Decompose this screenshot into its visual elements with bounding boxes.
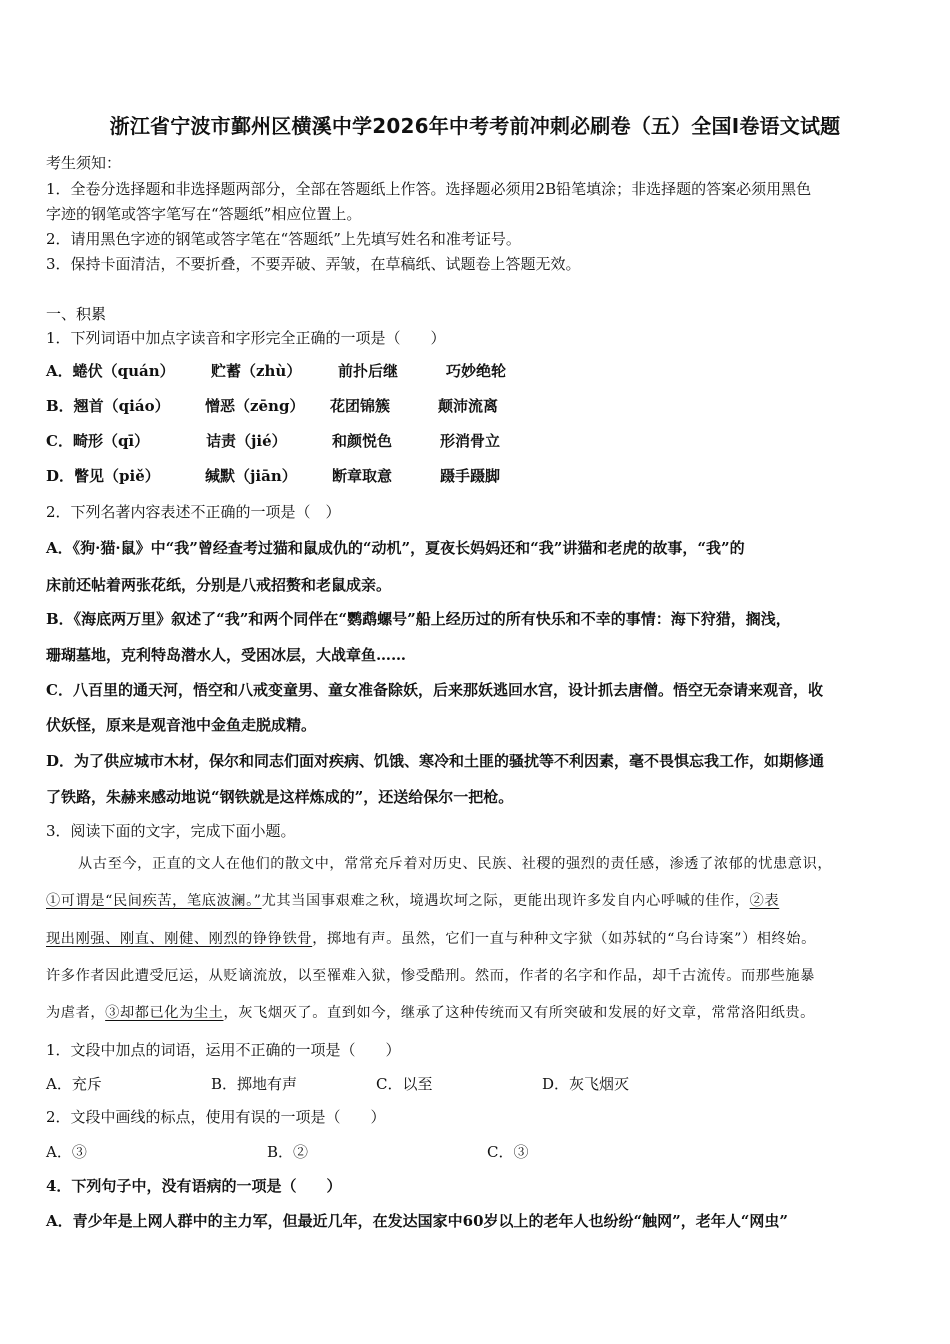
q1-a-word1: A．蜷伏（quán） [46,362,175,380]
s1-option-b: B．掷地有声 [211,1075,298,1093]
notice-line-1a: 1．全卷分选择题和非选择题两部分，全部在答题纸上作答。选择题必须用2B铅笔填涂；非选择题的答案必须用黑色 [46,180,812,198]
section-heading: 一、积累 [46,305,107,323]
q1-c-word1: C．畸形（qī） [46,432,150,450]
q1-c-word4: 形消骨立 [440,432,501,450]
q2-option-d-line2: 了铁路，朱赫来感动地说“钢铁就是这样炼成的”，还送给保尔一把枪。 [46,788,514,806]
underlined-phrase-3: ③却都已化为尘土 [105,1005,224,1021]
passage-line-1: 从古至今，正直的文人在他们的散文中，常常充斥着对历史、民族、社稷的强烈的责任感，渗透了浓郁的忧患意识， [78,856,833,872]
q1-b-word4: 颠沛流离 [438,397,499,415]
question-4-stem: 4．下列句子中，没有语病的一项是（ ） [46,1177,342,1195]
q1-a-word2: 贮蓄（zhù） [211,362,302,380]
notice-line-2: 2．请用黑色字迹的钢笔或答字笔在“答题纸”上先填写姓名和准考证号。 [46,230,521,248]
notice-line-3: 3．保持卡面清洁，不要折叠，不要弄破、弄皱，在草稿纸、试题卷上答题无效。 [46,255,581,273]
question-3-stem: 3．阅读下面的文字，完成下面小题。 [46,822,296,840]
s2-option-b: B．② [267,1143,309,1161]
q1-d-word4: 蹑手蹑脚 [440,467,501,485]
q1-d-word1: D．瞥见（piě） [46,467,160,485]
subquestion-2: 2．文段中画线的标点，使用有误的一项是（ ） [46,1108,386,1126]
q4-option-a-line1: A．青少年是上网人群中的主力军，但最近几年，在发达国家中60岁以上的老年人也纷纷“触网”，老年人“网虫” [46,1212,789,1230]
underlined-phrase-2-cont: 现出刚强、刚直、刚健、刚烈的铮铮铁骨 [46,931,313,947]
q2-option-b-line1: B．《海底两万里》叙述了“我”和两个同伴在“鹦鹉螺号”船上经历过的所有快乐和不幸的事情：海下狩猎，搁浅， [46,610,791,628]
q1-d-word2: 缄默（jiān） [205,467,297,485]
question-1-stem: 1．下列词语中加点字读音和字形完全正确的一项是（ ） [46,329,446,347]
q1-a-word4: 巧妙绝轮 [446,362,507,380]
passage-text: 尤其当国事艰难之秋，境遇坎坷之际，更能出现许多发自内心呼喊的佳作， [261,893,750,909]
q2-option-c-line1: C．八百里的通天河，悟空和八戒变童男、童女准备除妖，后来那妖逃回水宫，设计抓去唐僧。悟空无奈请来观音，收 [46,681,823,699]
q2-option-c-line2: 伏妖怪，原来是观音池中金鱼走脱成精。 [46,716,317,734]
q2-option-d-line1: D．为了供应城市木材，保尔和同志们面对疾病、饥饿、寒冷和土匪的骚扰等不利因素，毫不畏惧忘我工作，如期修通 [46,752,825,770]
passage-line-2 [46,890,779,910]
q2-option-a-line1: A．《狗·猫·鼠》中“我”曾经查考过猫和鼠成仇的“动机”，夏夜长妈妈还和“我”讲猫和老虎的故事，“我”的 [46,539,745,557]
s1-option-d: D．灰飞烟灭 [542,1075,630,1093]
s2-option-c: C．③ [487,1143,529,1161]
subquestion-1: 1．文段中加点的词语，运用不正确的一项是（ ） [46,1041,401,1059]
q1-b-word2: 憎恶（zēng） [205,397,305,415]
passage-text: ，灰飞烟灭了。直到如今，继承了这种传统而又有所突破和发展的好文章，常常洛阳纸贵。 [223,1005,815,1021]
passage-line-3 [46,928,816,948]
passage-line-4: 许多作者因此遭受厄运，从贬谪流放，以至罹难入狱，惨受酷刑。然而，作者的名字和作品，却千古流传。而那些施暴 [46,968,815,984]
passage-line-5 [46,1002,815,1022]
q1-d-word3: 断章取意 [332,467,393,485]
s1-option-c: C．以至 [376,1075,433,1093]
q1-c-word2: 诘责（jié） [206,432,287,450]
notice-heading: 考生须知： [46,154,122,172]
notice-line-1b: 字迹的钢笔或答字笔写在“答题纸”相应位置上。 [46,205,362,223]
s2-option-a: A．③ [46,1143,87,1161]
s1-option-a: A．充斥 [46,1075,102,1093]
q1-b-word1: B．翘首（qiáo） [46,397,170,415]
q1-a-word3: 前扑后继 [338,362,399,380]
underlined-phrase-1: ①可谓是“民间疾苦，笔底波澜。” [46,893,262,909]
q2-option-a-line2: 床前还帖着两张花纸，分别是八戒招赘和老鼠成亲。 [46,576,392,594]
question-2-stem: 2．下列名著内容表述不正确的一项是（ ） [46,503,341,521]
q1-c-word3: 和颜悦色 [332,432,393,450]
q2-option-b-line2: 珊瑚墓地，克利特岛潜水人，受困冰层，大战章鱼…… [46,646,407,664]
underlined-phrase-2: ②表 [749,893,780,909]
q1-b-word3: 花团锦簇 [330,397,391,415]
exam-title: 浙江省宁波市鄞州区横溪中学2026年中考考前冲刺必刷卷（五）全国Ⅰ卷语文试题 [109,114,841,138]
passage-text: ，掷地有声。虽然，它们一直与种种文字狱（如苏轼的“乌台诗案”）相终始。 [312,931,816,947]
passage-text: 为虐者， [46,1005,106,1021]
